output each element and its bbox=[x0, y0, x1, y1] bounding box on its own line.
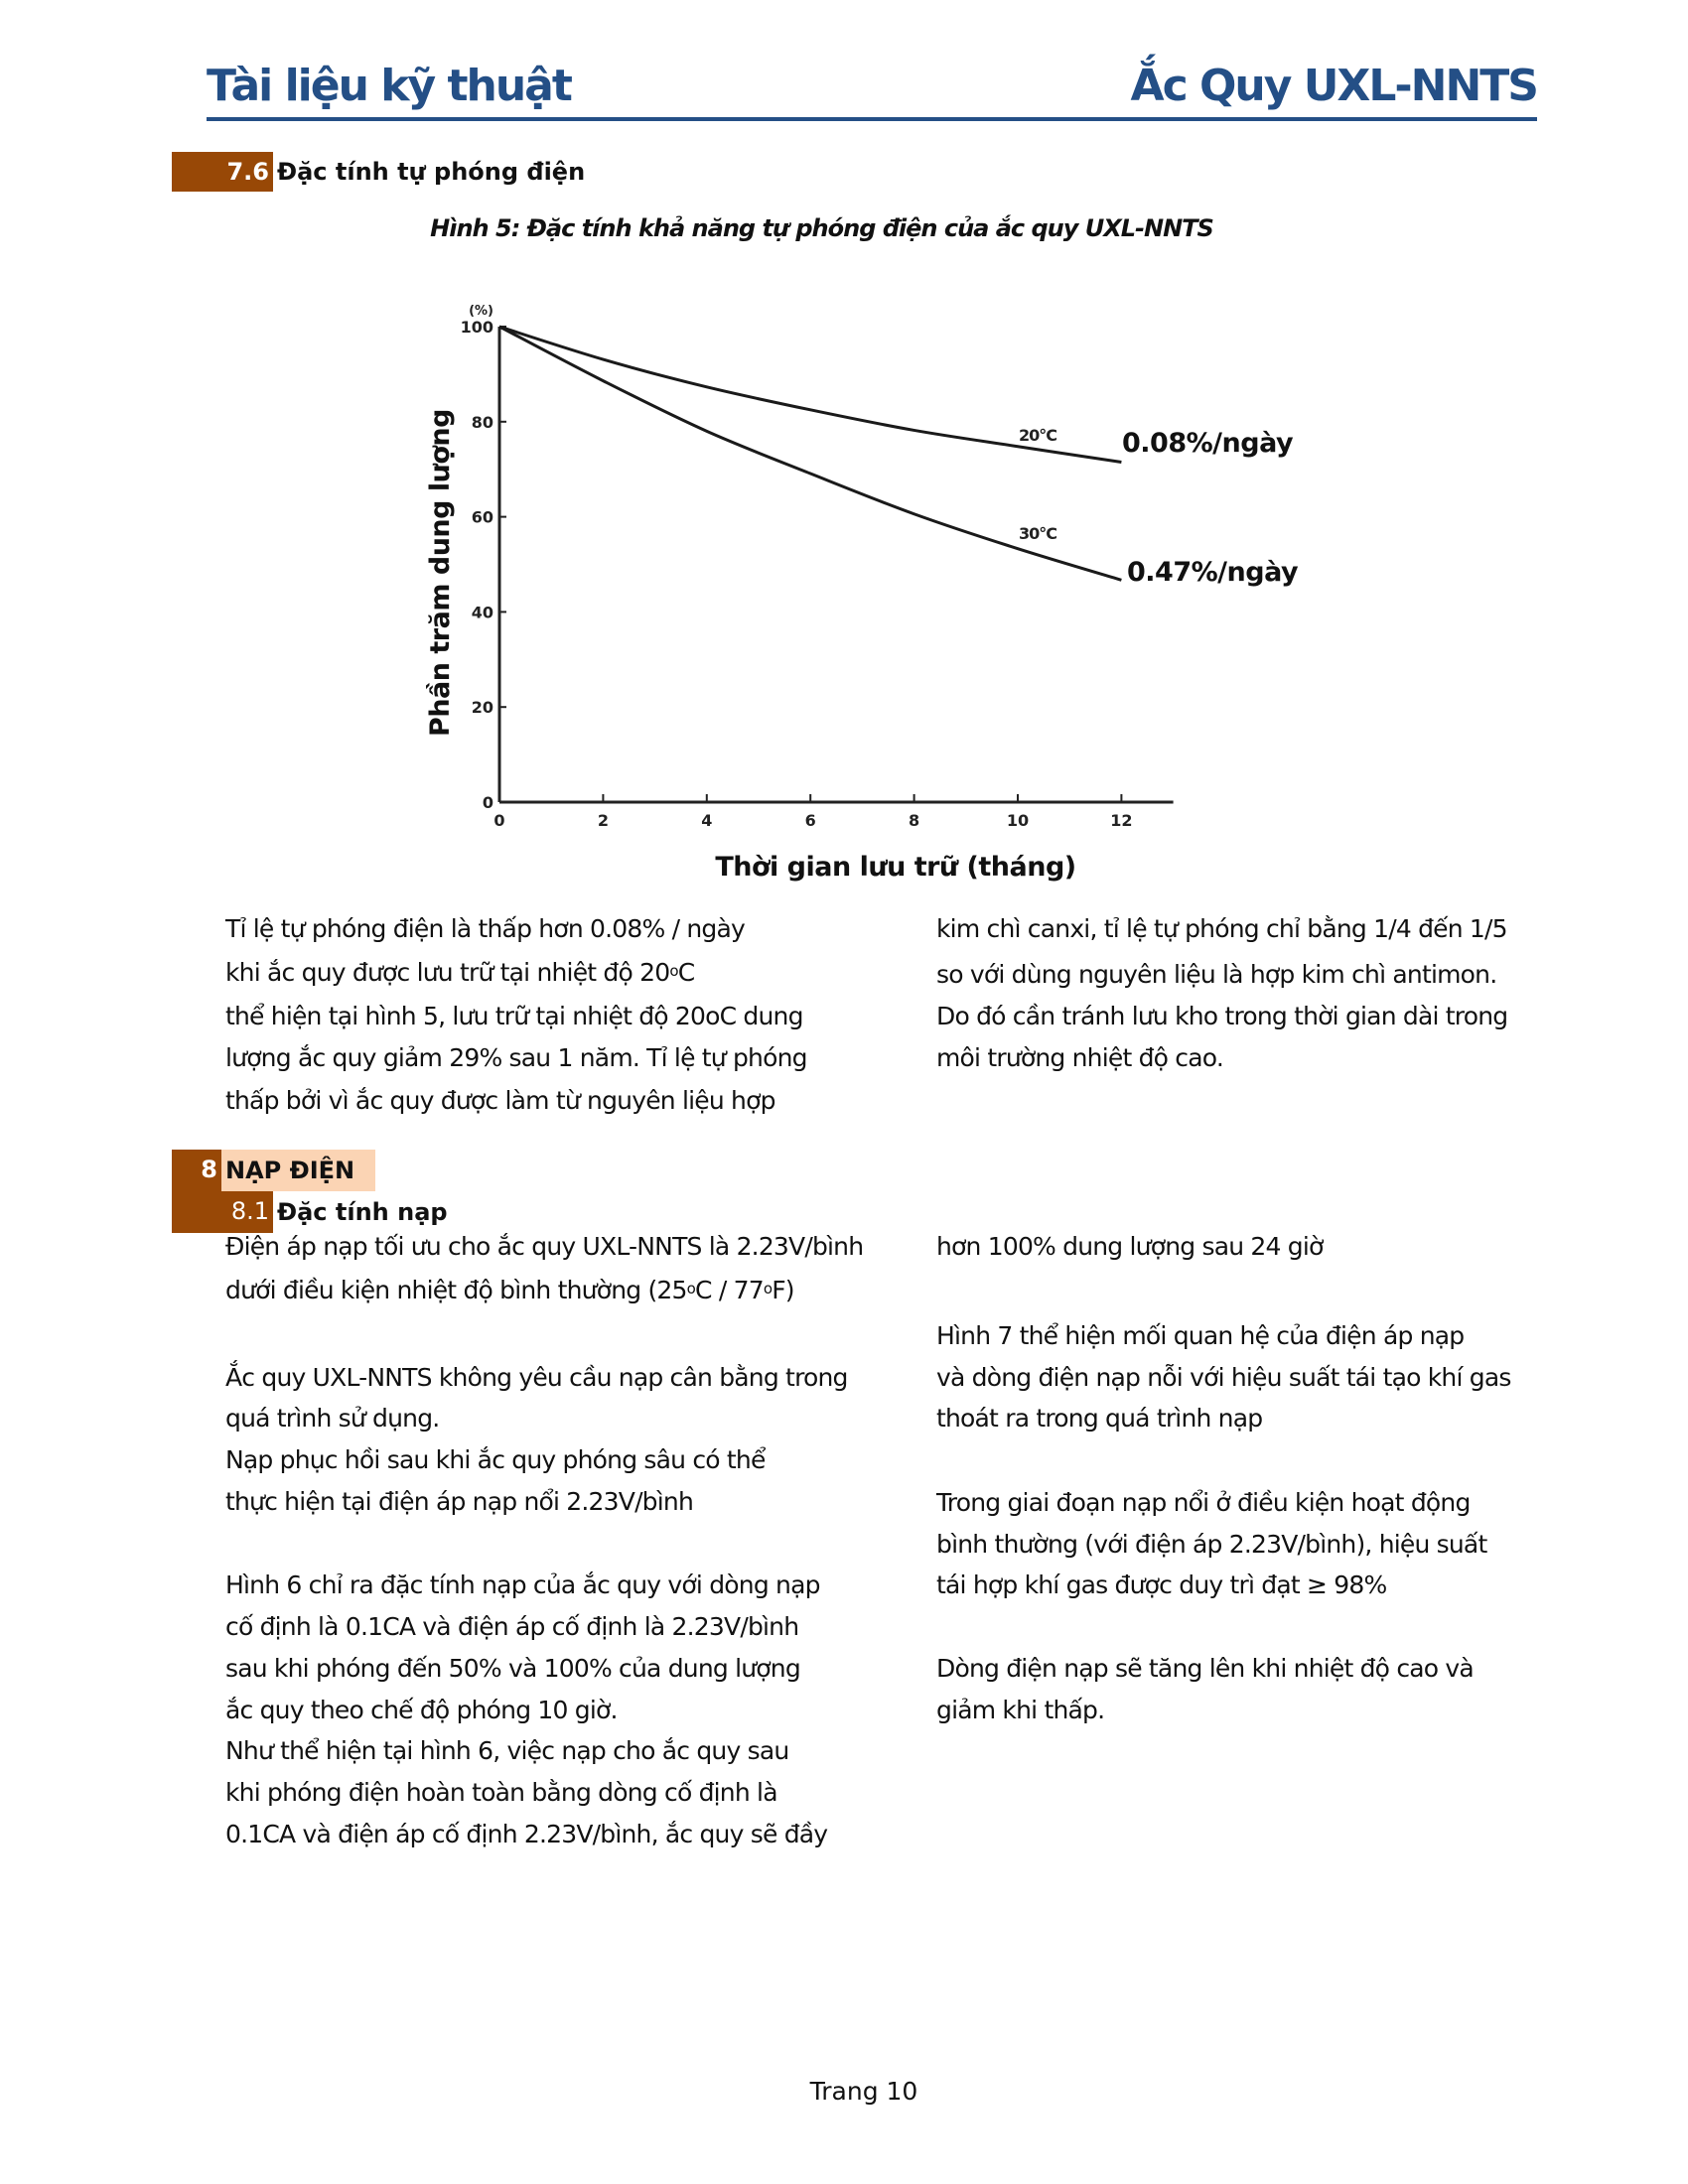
y-tick-label: 0 bbox=[482, 793, 493, 812]
paragraph-line: Như thể hiện tại hình 6, việc nạp cho ắc quy sau bbox=[225, 1736, 789, 1765]
paragraph-line: và dòng điện nạp nỗi với hiệu suất tái tạo khí gas bbox=[936, 1363, 1511, 1392]
series-label: 20°C bbox=[1019, 426, 1057, 445]
paragraph-line: quá trình sử dụng. bbox=[225, 1404, 440, 1433]
y-tick-label: 20 bbox=[471, 698, 493, 718]
section-number-7-6: 7.6 bbox=[172, 152, 273, 192]
text-segment: dưới điều kiện nhiệt độ bình thường (25 bbox=[225, 1276, 687, 1304]
header-left-title: Tài liệu kỹ thuật bbox=[207, 61, 571, 111]
text-segment: C / 77 bbox=[695, 1276, 764, 1304]
y-tick-label: 60 bbox=[471, 507, 493, 527]
paragraph-line: lượng ắc quy giảm 29% sau 1 năm. Tỉ lệ tự phóng bbox=[225, 1043, 807, 1072]
section-title-8: NẠP ĐIỆN bbox=[225, 1157, 355, 1184]
text-segment: F) bbox=[772, 1276, 794, 1304]
series-label: 30°C bbox=[1019, 524, 1057, 543]
paragraph-line: 0.1CA và điện áp cố định 2.23V/bình, ắc quy sẽ đầy bbox=[225, 1820, 828, 1848]
y-axis-title: Phần trăm dung lượng bbox=[425, 409, 456, 737]
degree-superscript: o bbox=[686, 1280, 696, 1297]
figure-caption: Hình 5: Đặc tính khả năng tự phóng điện của ắc quy UXL-NNTS bbox=[430, 214, 1213, 242]
paragraph-line: thoát ra trong quá trình nạp bbox=[936, 1404, 1263, 1433]
series-rate-annotation: 0.47%/ngày bbox=[1127, 557, 1299, 588]
paragraph-line: thấp bởi vì ắc quy được làm từ nguyên liệu hợp bbox=[225, 1086, 775, 1115]
paragraph-line: Tỉ lệ tự phóng điện là thấp hơn 0.08% / ngày bbox=[225, 914, 745, 943]
x-tick-label: 6 bbox=[804, 811, 816, 830]
y-unit-label: (%) bbox=[469, 304, 493, 319]
paragraph-line: khi phóng điện hoàn toàn bằng dòng cố định là bbox=[225, 1778, 777, 1807]
x-tick-label: 4 bbox=[701, 811, 713, 830]
header-right-title: Ắc Quy UXL-NNTS bbox=[1130, 61, 1537, 111]
paragraph-line: môi trường nhiệt độ cao. bbox=[936, 1043, 1223, 1072]
y-tick-label: 80 bbox=[471, 412, 493, 432]
paragraph-line: kim chì canxi, tỉ lệ tự phóng chỉ bằng 1/4 đến 1/5 bbox=[936, 914, 1507, 943]
page-number: Trang 10 bbox=[809, 2077, 918, 2106]
paragraph-line: tái hợp khí gas được duy trì đạt ≥ 98% bbox=[936, 1570, 1387, 1599]
paragraph-line: Ắc quy UXL-NNTS không yêu cầu nạp cân bằng trong bbox=[225, 1363, 848, 1392]
paragraph-line: so với dùng nguyên liệu là hợp kim chì antimon. bbox=[936, 960, 1497, 989]
section-number-8-1: 8.1 bbox=[172, 1191, 273, 1233]
paragraph-line: Do đó cần tránh lưu kho trong thời gian dài trong bbox=[936, 1002, 1508, 1030]
paragraph-line: thực hiện tại điện áp nạp nổi 2.23V/bình bbox=[225, 1487, 693, 1516]
section-title-7-6: Đặc tính tự phóng điện bbox=[277, 158, 586, 186]
paragraph-line: Trong giai đoạn nạp nổi ở điều kiện hoạt động bbox=[936, 1488, 1471, 1517]
x-axis-title: Thời gian lưu trữ (tháng) bbox=[715, 852, 1076, 883]
y-tick-label: 100 bbox=[460, 318, 493, 337]
x-tick-label: 0 bbox=[493, 811, 505, 830]
text-segment: khi ắc quy được lưu trữ tại nhiệt độ 20 bbox=[225, 958, 670, 987]
degree-superscript: o bbox=[669, 962, 678, 980]
paragraph-line: giảm khi thấp. bbox=[936, 1696, 1105, 1724]
text-segment: C bbox=[677, 958, 695, 987]
paragraph-line: Hình 6 chỉ ra đặc tính nạp của ắc quy với dòng nạp bbox=[225, 1570, 820, 1599]
paragraph-line: thể hiện tại hình 5, lưu trữ tại nhiệt độ 20oC dung bbox=[225, 1002, 803, 1030]
section-title-8-1: Đặc tính nạp bbox=[277, 1198, 448, 1226]
paragraph-line bbox=[225, 957, 694, 989]
paragraph-line: Nạp phục hồi sau khi ắc quy phóng sâu có thể bbox=[225, 1445, 766, 1474]
self-discharge-chart bbox=[0, 0, 1688, 893]
paragraph-line: ắc quy theo chế độ phóng 10 giờ. bbox=[225, 1696, 618, 1724]
paragraph-line: cố định là 0.1CA và điện áp cố định là 2.23V/bình bbox=[225, 1612, 799, 1641]
paragraph-line: sau khi phóng đến 50% và 100% của dung lượng bbox=[225, 1654, 800, 1683]
series-rate-annotation: 0.08%/ngày bbox=[1122, 428, 1294, 459]
paragraph-line: bình thường (với điện áp 2.23V/bình), hiệu suất bbox=[936, 1530, 1487, 1559]
x-tick-label: 12 bbox=[1110, 811, 1133, 830]
x-tick-label: 8 bbox=[909, 811, 920, 830]
x-tick-label: 10 bbox=[1006, 811, 1030, 830]
paragraph-line bbox=[225, 1275, 794, 1306]
y-tick-label: 40 bbox=[471, 603, 493, 622]
x-tick-label: 2 bbox=[597, 811, 609, 830]
paragraph-line: hơn 100% dung lượng sau 24 giờ bbox=[936, 1232, 1324, 1261]
paragraph-line: Hình 7 thể hiện mối quan hệ của điện áp nạp bbox=[936, 1321, 1465, 1350]
degree-superscript: o bbox=[763, 1280, 773, 1297]
paragraph-line: Điện áp nạp tối ưu cho ắc quy UXL-NNTS là 2.23V/bình bbox=[225, 1232, 864, 1261]
paragraph-line: Dòng điện nạp sẽ tăng lên khi nhiệt độ cao và bbox=[936, 1654, 1474, 1683]
section-number-8: 8 bbox=[172, 1150, 221, 1233]
